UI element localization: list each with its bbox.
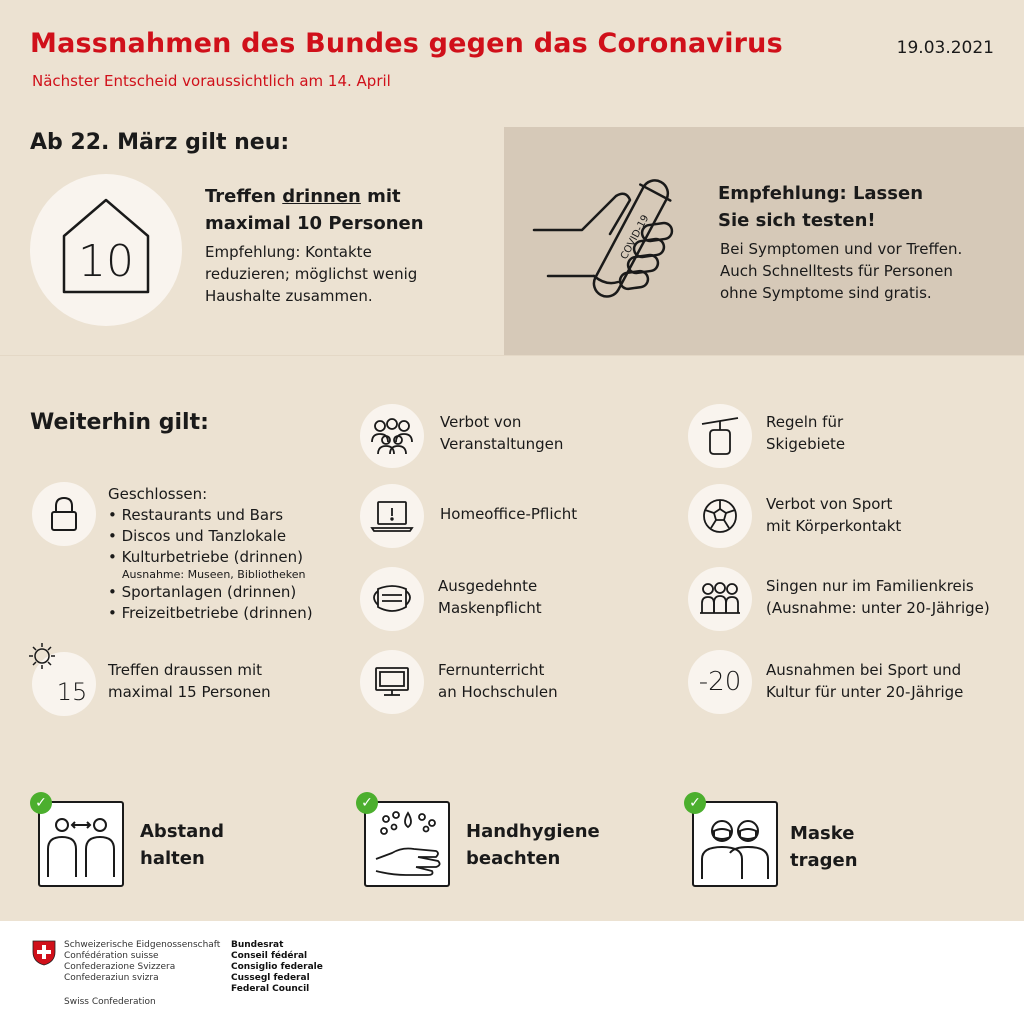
outdoor-15-icon bbox=[32, 652, 96, 716]
sport-text bbox=[766, 493, 901, 537]
hygiene-label-line: Handhygiene bbox=[466, 821, 600, 842]
page-subtitle: Nächster Entscheid voraussichtlich am 14. April bbox=[32, 72, 391, 90]
under20-line: Ausnahmen bei Sport und bbox=[766, 661, 962, 679]
remote-text bbox=[438, 659, 558, 703]
singing-line: (Ausnahme: unter 20-Jährige) bbox=[766, 599, 990, 617]
masks-line: Maskenpflicht bbox=[438, 599, 542, 617]
check-icon: ✓ bbox=[684, 792, 706, 814]
outdoor-text bbox=[108, 659, 271, 703]
ski-line: Regeln für bbox=[766, 413, 844, 431]
footer-language-line: Confederaziun svizra bbox=[64, 973, 159, 983]
footer-language-line: Confederazione Svizzera bbox=[64, 962, 176, 972]
list-item: • Discos und Tanzlokale bbox=[108, 527, 287, 545]
distance-label-line: halten bbox=[140, 848, 205, 869]
list-item: • Kulturbetriebe (drinnen) bbox=[108, 548, 303, 566]
hygiene-label bbox=[466, 818, 600, 872]
ski-line: Skigebiete bbox=[766, 435, 846, 453]
outdoor-line: Treffen draussen mit bbox=[108, 661, 263, 679]
ski-text bbox=[766, 411, 845, 455]
under20-text bbox=[766, 659, 963, 703]
face-mask-icon bbox=[360, 567, 424, 631]
meetings-title-underlined: drinnen bbox=[282, 186, 361, 207]
meetings-title-line2: maximal 10 Personen bbox=[205, 213, 424, 234]
events-text bbox=[440, 411, 563, 455]
footer-council-line: Bundesrat bbox=[231, 940, 284, 950]
monitor-icon bbox=[360, 650, 424, 714]
swiss-coat-of-arms-icon bbox=[32, 940, 56, 966]
family-icon bbox=[688, 567, 752, 631]
meetings-body bbox=[205, 241, 485, 307]
footer-council-line: Cussegl federal bbox=[231, 973, 310, 983]
singing-line: Singen nur im Familienkreis bbox=[766, 577, 974, 595]
under20-line: Kultur für unter 20-Jährige bbox=[766, 683, 964, 701]
new-rules-heading: Ab 22. März gilt neu: bbox=[30, 130, 290, 155]
hand-hygiene-icon bbox=[364, 801, 450, 887]
tube-label: COVID-19 bbox=[618, 213, 652, 262]
footer-council-line: Conseil fédéral bbox=[231, 951, 308, 961]
football-icon bbox=[688, 484, 752, 548]
continuing-heading: Weiterhin gilt: bbox=[30, 410, 209, 435]
lock-icon bbox=[32, 482, 96, 546]
sport-line: mit Körperkontakt bbox=[766, 517, 902, 535]
check-icon: ✓ bbox=[30, 792, 52, 814]
house-number: 10 bbox=[78, 236, 134, 287]
distance-icon bbox=[38, 801, 124, 887]
mask-label-line: tragen bbox=[790, 850, 858, 871]
masks-text bbox=[438, 575, 542, 619]
under-20-number: -20 bbox=[698, 667, 742, 697]
meetings-body-line: Haushalte zusammen. bbox=[205, 287, 373, 305]
outdoor-line: maximal 15 Personen bbox=[108, 683, 271, 701]
remote-line: an Hochschulen bbox=[438, 683, 558, 701]
closed-title: Geschlossen: bbox=[108, 485, 208, 503]
outdoor-number: 15 bbox=[56, 678, 88, 706]
footer-council bbox=[231, 940, 323, 995]
singing-text bbox=[766, 575, 990, 619]
list-item: • Sportanlagen (drinnen) bbox=[108, 583, 297, 601]
footer-language-line: Confédération suisse bbox=[64, 951, 159, 961]
crowd-icon bbox=[360, 404, 424, 468]
meetings-title-part1: Treffen bbox=[205, 186, 283, 207]
meetings-title-part2: mit bbox=[360, 186, 401, 207]
hygiene-label-line: beachten bbox=[466, 848, 561, 869]
testing-title-line: Sie sich testen! bbox=[718, 210, 876, 231]
meetings-title bbox=[205, 183, 485, 237]
house-icon bbox=[30, 174, 182, 326]
homeoffice-text bbox=[440, 503, 577, 525]
footer-council-line: Consiglio federale bbox=[231, 962, 323, 972]
distance-label bbox=[140, 818, 224, 872]
footer-languages bbox=[64, 940, 220, 984]
masks-line: Ausgedehnte bbox=[438, 577, 538, 595]
list-item: • Freizeitbetriebe (drinnen) bbox=[108, 604, 313, 622]
footer-council-line: Federal Council bbox=[231, 984, 310, 994]
mask-label-line: Maske bbox=[790, 823, 855, 844]
test-tube-hand-icon bbox=[530, 168, 690, 308]
footer-swiss-confederation: Swiss Confederation bbox=[64, 997, 156, 1007]
remote-line: Fernunterricht bbox=[438, 661, 545, 679]
closed-list bbox=[108, 484, 313, 624]
ski-gondola-icon bbox=[688, 404, 752, 468]
events-line: Veranstaltungen bbox=[440, 435, 564, 453]
closed-note: Ausnahme: Museen, Bibliotheken bbox=[122, 568, 306, 581]
testing-title-line: Empfehlung: Lassen bbox=[718, 183, 924, 204]
meetings-body-line: Empfehlung: Kontakte bbox=[205, 243, 372, 261]
distance-label-line: Abstand bbox=[140, 821, 224, 842]
header bbox=[0, 0, 1024, 127]
footer-language-line: Schweizerische Eidgenossenschaft bbox=[64, 940, 221, 950]
testing-title bbox=[718, 180, 998, 234]
testing-body-line: Auch Schnelltests für Personen bbox=[720, 262, 953, 280]
homeoffice-line: Homeoffice-Pflicht bbox=[440, 505, 578, 523]
meetings-body-line: reduzieren; möglichst wenig bbox=[205, 265, 418, 283]
testing-body bbox=[720, 238, 1010, 304]
testing-body-line: Bei Symptomen und vor Treffen. bbox=[720, 240, 963, 258]
events-line: Verbot von bbox=[440, 413, 522, 431]
page-title: Massnahmen des Bundes gegen das Coronavirus bbox=[30, 28, 783, 59]
mask-label bbox=[790, 820, 858, 874]
date: 19.03.2021 bbox=[896, 38, 994, 58]
under-20-icon bbox=[688, 650, 752, 714]
list-item: • Restaurants und Bars bbox=[108, 506, 284, 524]
testing-body-line: ohne Symptome sind gratis. bbox=[720, 284, 932, 302]
sport-line: Verbot von Sport bbox=[766, 495, 893, 513]
mask-people-icon bbox=[692, 801, 778, 887]
check-icon: ✓ bbox=[356, 792, 378, 814]
laptop-icon bbox=[360, 484, 424, 548]
